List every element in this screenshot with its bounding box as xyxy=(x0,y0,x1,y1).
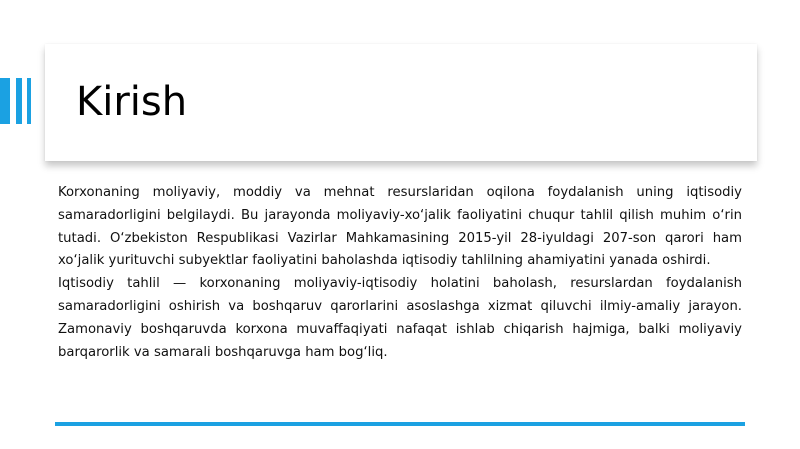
paragraph-intro: Korxonaning moliyaviy, moddiy va mehnat resurslaridan oqilona foydalanish uning iqtisodiy samaradorligini belgilaydi. Bu jarayonda moliyaviy-xo‘jalik faoliyatini chuqur tahlil qilish muhim o‘rin tutadi. O‘zbekiston Respublikasi Vazirlar Mahkamasining 2015-yil 28-iyuldagi 207-son qarori ham xo‘jalik yurituvchi subyektlar faoliyatini baholashda iqtisodiy tahlilning ahamiyatini yanada oshirdi. xyxy=(58,185,742,269)
title-card xyxy=(45,44,757,161)
paragraph-definition: Iqtisodiy tahlil — korxonaning moliyaviy-iqtisodiy holatini baholash, resurslardan foydalanish samaradorligini oshirish va boshqaruv qarorlarini asoslashga xizmat qiluvchi ilmiy-amaliy jarayon. Zamonaviy boshqaruvda korxona muvaffaqiyati nafaqat ishlab chiqarish hajmiga, balki moliyaviy barqarorlik va samarali boshqaruvga ham bog‘liq. xyxy=(58,276,742,360)
bottom-divider xyxy=(55,422,745,426)
accent-bar-3 xyxy=(27,78,31,124)
accent-bar-2 xyxy=(16,78,22,124)
slide-title: Kirish xyxy=(76,79,188,125)
accent-bar-1 xyxy=(0,78,10,124)
slide-body xyxy=(58,182,742,364)
